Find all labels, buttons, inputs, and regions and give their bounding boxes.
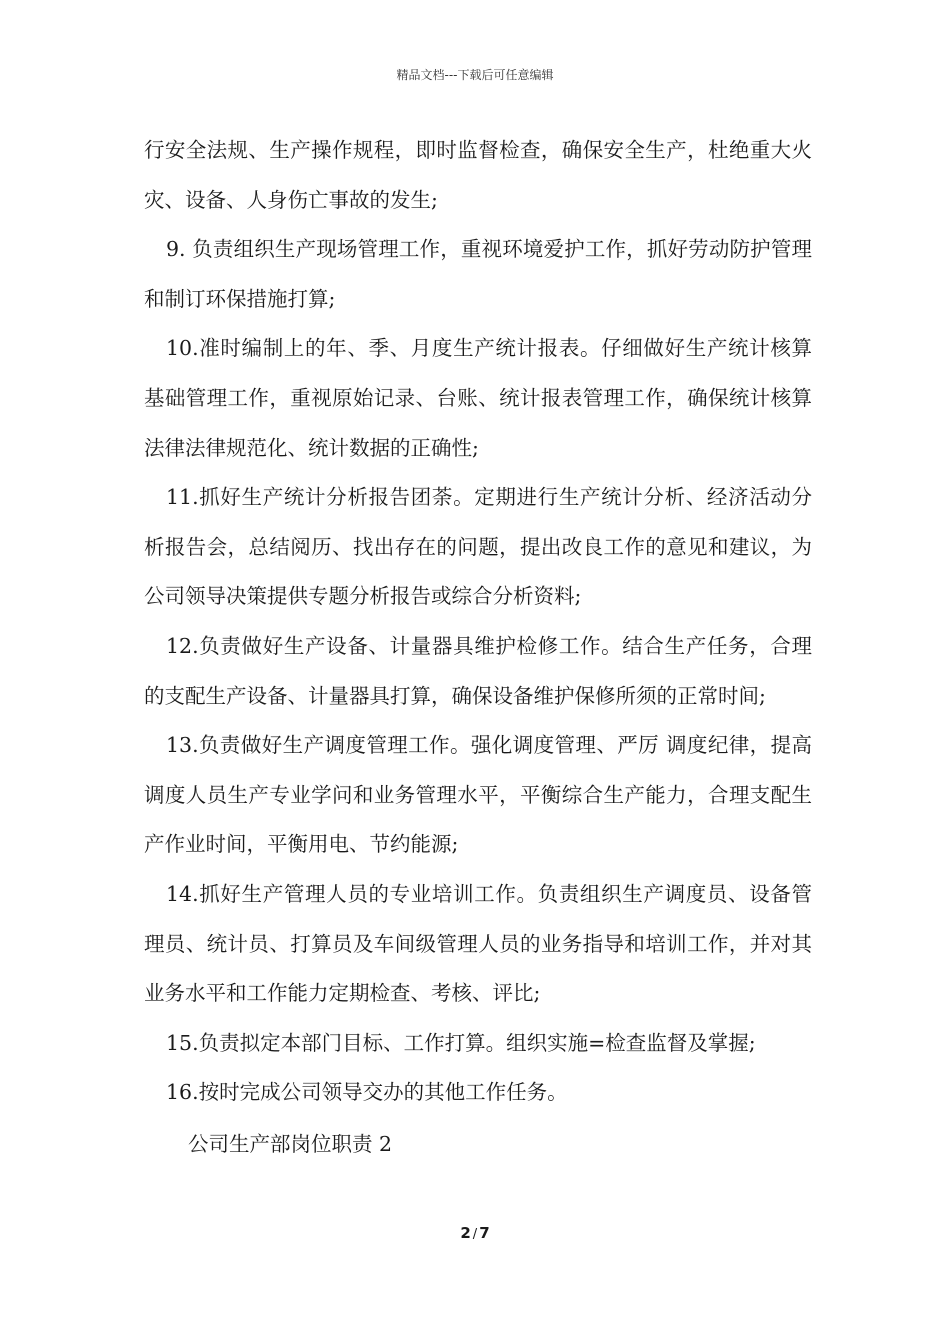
section-heading: 公司生产部岗位职责 2 <box>188 1131 393 1156</box>
page-separator: / <box>472 1227 478 1242</box>
list-item-11: 11.抓好生产统计分析报告团荼。定期进行生产统计分析、经济活动分析报告会，总结阅历、找出存在的问题，提出改良工作的意见和建议，为公司领导决策提供专题分析报告或综合分析资料; <box>144 485 812 609</box>
list-item-9: 9. 负责组织生产现场管理工作，重视环境爱护工作，抓好劳动防护管理和制订环保措施打算; <box>144 237 812 311</box>
page-number <box>0 1224 950 1242</box>
list-item-16: 16.按时完成公司领导交办的其他工作任务。 <box>166 1080 568 1105</box>
page-header: 精品文档---下载后可任意编辑 <box>396 68 554 82</box>
current-page: 2 <box>460 1224 471 1242</box>
list-item-10: 10.准时编制上的年、季、月度生产统计报表。仔细做好生产统计核算基础管理工作，重视原始记录、台账、统计报表管理工作，确保统计核算法律法律规范化、统计数据的正确性; <box>144 336 812 460</box>
list-item-15: 15.负责拟定本部门目标、工作打算。组织实施=检查监督及掌握; <box>166 1030 756 1055</box>
list-item-13: 13.负责做好生产调度管理工作。强化调度管理、严厉 调度纪律，提高调度人员生产专业学问和业务管理水平，平衡综合生产能力，合理支配生产作业时间，平衡用电、节约能源; <box>144 733 812 857</box>
total-pages: 7 <box>479 1224 490 1242</box>
document-body <box>144 126 812 1169</box>
list-item-14: 14.抓好生产管理人员的专业培训工作。负责组织生产调度员、设备管理员、统计员、打算员及车间级管理人员的业务指导和培训工作，并对其业务水平和工作能力定期检查、考核、评比; <box>144 881 812 1006</box>
paragraph-continued: 行安全法规、生产操作规程，即时监督检查，确保安全生产，杜绝重大火灾、设备、人身伤亡事故的发生; <box>144 138 812 212</box>
list-item-12: 12.负责做好生产设备、计量器具维护检修工作。结合生产任务，合理的支配生产设备、计量器具打算，确保设备维护保修所须的正常时间; <box>144 633 812 708</box>
